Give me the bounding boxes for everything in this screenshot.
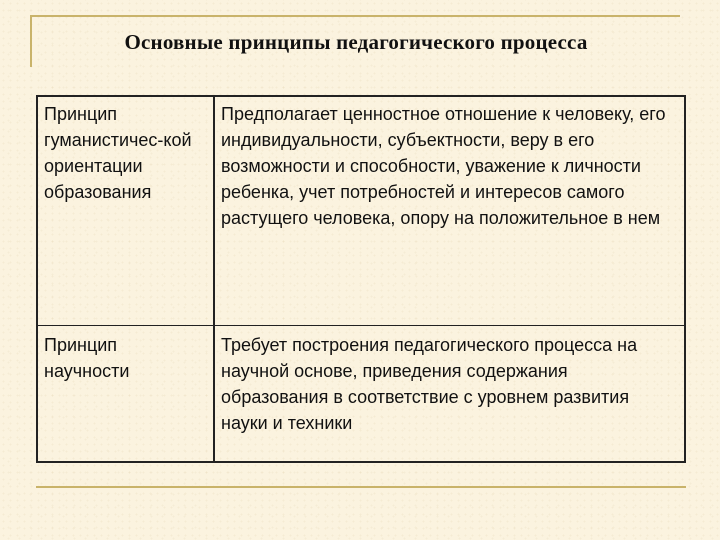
- table-row: [37, 326, 685, 463]
- table-row: [37, 96, 685, 326]
- bottom-divider: [36, 486, 686, 488]
- principle-name-cell: [37, 326, 214, 463]
- principle-description-cell: [214, 326, 685, 463]
- principles-table: [36, 95, 686, 463]
- principle-description: Предполагает ценностное отношение к человеку, его индивидуальности, субъектности, веру в его возможности и способности, уважение к личности ребенка, учет потребностей и интересов самого растущего человека, опору на положительное в нем: [221, 104, 666, 228]
- slide-title: Основные принципы педагогического процесса: [124, 30, 588, 54]
- principle-description-cell: [214, 96, 685, 326]
- principle-name-cell: [37, 96, 214, 326]
- principle-name: Принцип гуманистичес-кой ориентации образования: [44, 104, 192, 202]
- principle-description: Требует построения педагогического процесса на научной основе, приведения содержания образования в соответствие с уровнем развития науки и техники: [221, 335, 638, 433]
- principle-name: Принцип научности: [44, 335, 130, 381]
